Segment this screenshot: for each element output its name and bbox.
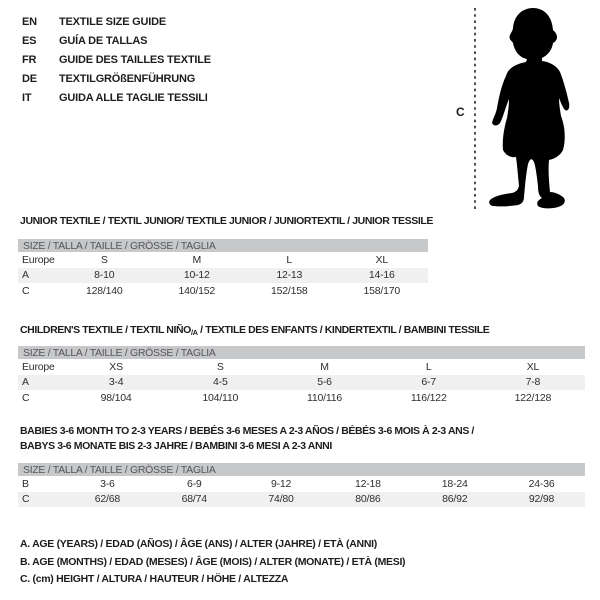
- table-cell: 24-36: [528, 477, 555, 490]
- table-row: [18, 375, 585, 391]
- table-cell: 74/80: [268, 493, 294, 506]
- row-label: A: [22, 376, 29, 389]
- baby-silhouette-figure: [486, 6, 581, 213]
- table-cell: 9-12: [270, 477, 292, 490]
- table-cell: 18-24: [441, 477, 468, 490]
- table-cell: 80/86: [355, 493, 381, 506]
- children-table-title: [20, 324, 489, 337]
- babies-title-line2: BABYS 3-6 MONATE BIS 2-3 JAHRE / BAMBINI 3-6 MESI A 2-3 ANNI: [20, 440, 332, 452]
- table-cell: XS: [109, 360, 123, 373]
- babies-size-table: [18, 463, 585, 507]
- lang-title-de: TEXTILGRÖßENFÜHRUNG: [59, 73, 196, 85]
- table-cell: XL: [375, 253, 388, 266]
- babies-title-line1: BABIES 3-6 MONTH TO 2-3 YEARS / BEBÉS 3-6 MESES A 2-3 AÑOS / BÉBÉS 3-6 MOIS À 2-3 ANS /: [20, 425, 474, 437]
- table-cell: 86/92: [442, 493, 468, 506]
- table-row: [18, 476, 585, 492]
- children-title-post: / TEXTILE DES ENFANTS / KINDERTEXTIL / BAMBINI TESSILE: [197, 324, 490, 336]
- lang-row-fr: [22, 51, 211, 70]
- table-cell: 110/116: [307, 391, 342, 404]
- note-b: B. AGE (MONTHS) / EDAD (MESES) / ÂGE (MOIS) / ALTER (MONATE) / ETÀ (MESI): [20, 555, 406, 568]
- children-size-header-bar: SIZE / TALLA / TAILLE / GRÖSSE / TAGLIA: [18, 346, 585, 359]
- lang-code-en: EN: [22, 16, 37, 28]
- lang-code-de: DE: [22, 73, 37, 85]
- babies-size-header-bar: SIZE / TALLA / TAILLE / GRÖSSE / TAGLIA: [18, 463, 585, 476]
- table-cell: 98/104: [100, 391, 132, 404]
- table-cell: 10-12: [183, 269, 210, 282]
- note-c: C. (cm) HEIGHT / ALTURA / HAUTEUR / HÖHE / ALTEZZA: [20, 573, 289, 585]
- table-cell: 122/128: [514, 391, 552, 404]
- table-cell: 3-6: [100, 477, 115, 490]
- table-cell: L: [286, 253, 293, 266]
- table-row: [18, 252, 428, 268]
- table-cell: S: [100, 253, 108, 266]
- table-row: [18, 283, 428, 299]
- table-cell: 104/110: [202, 391, 239, 404]
- table-cell: XL: [526, 360, 540, 373]
- table-row: [18, 268, 428, 284]
- table-row: [18, 492, 585, 508]
- note-a: A. AGE (YEARS) / EDAD (AÑOS) / ÂGE (ANS) / ALTER (JAHRE) / ETÀ (ANNI): [20, 538, 377, 550]
- table-cell: 152/158: [270, 284, 308, 297]
- lang-row-de: [22, 70, 211, 89]
- lang-title-en: TEXTILE SIZE GUIDE: [59, 16, 167, 28]
- language-title-block: [22, 13, 211, 108]
- table-row: [18, 359, 585, 375]
- table-cell: 3-4: [108, 376, 124, 389]
- height-measure-label: C: [456, 105, 465, 119]
- table-cell: 92/98: [528, 493, 555, 506]
- row-label: C: [22, 493, 30, 506]
- table-cell: 62/68: [94, 493, 121, 506]
- table-cell: 6-9: [186, 477, 202, 490]
- row-label: A: [22, 269, 29, 282]
- lang-code-it: IT: [22, 92, 32, 104]
- row-label: Europe: [22, 253, 55, 266]
- lang-row-it: [22, 89, 211, 108]
- babies-table-title: [20, 424, 580, 454]
- table-cell: 5-6: [317, 376, 332, 389]
- row-label: B: [22, 477, 29, 490]
- lang-title-it: GUIDA ALLE TAGLIE TESSILI: [59, 92, 208, 104]
- table-cell: 4-5: [213, 376, 228, 389]
- table-cell: 12-13: [276, 269, 303, 282]
- legend-notes: [20, 536, 405, 589]
- lang-code-fr: FR: [22, 54, 37, 66]
- children-size-table: [18, 346, 585, 406]
- row-label: C: [22, 284, 30, 297]
- table-cell: 14-16: [368, 269, 395, 282]
- lang-title-es: GUÍA DE TALLAS: [59, 35, 148, 47]
- table-cell: M: [192, 253, 202, 266]
- row-label: C: [22, 391, 30, 404]
- table-cell: 12-18: [354, 477, 381, 490]
- table-row: [18, 390, 585, 406]
- row-label: Europe: [22, 360, 55, 373]
- table-cell: 158/170: [363, 284, 401, 297]
- children-title-subscript: /A: [190, 328, 198, 337]
- junior-size-header-bar: SIZE / TALLA / TAILLE / GRÖSSE / TAGLIA: [18, 239, 428, 252]
- table-cell: 6-7: [421, 376, 436, 389]
- table-cell: 128/140: [85, 284, 123, 297]
- table-cell: M: [320, 360, 329, 373]
- table-cell: 140/152: [178, 284, 216, 297]
- table-cell: 7-8: [525, 376, 541, 389]
- lang-row-en: [22, 13, 211, 32]
- lang-row-es: [22, 32, 211, 51]
- lang-title-fr: GUIDE DES TAILLES TEXTILE: [59, 54, 211, 66]
- table-cell: S: [216, 360, 224, 373]
- height-measure-dashed-line: [473, 8, 477, 210]
- junior-size-table: [18, 239, 428, 299]
- children-title-pre: CHILDREN'S TEXTILE / TEXTIL NIÑO: [20, 324, 191, 336]
- table-cell: L: [425, 360, 432, 373]
- junior-table-title: JUNIOR TEXTILE / TEXTIL JUNIOR/ TEXTILE JUNIOR / JUNIORTEXTIL / JUNIOR TESSILE: [20, 215, 433, 227]
- table-cell: 8-10: [94, 269, 115, 282]
- lang-code-es: ES: [22, 35, 37, 47]
- table-cell: 68/74: [181, 493, 207, 506]
- table-cell: 116/122: [410, 391, 447, 404]
